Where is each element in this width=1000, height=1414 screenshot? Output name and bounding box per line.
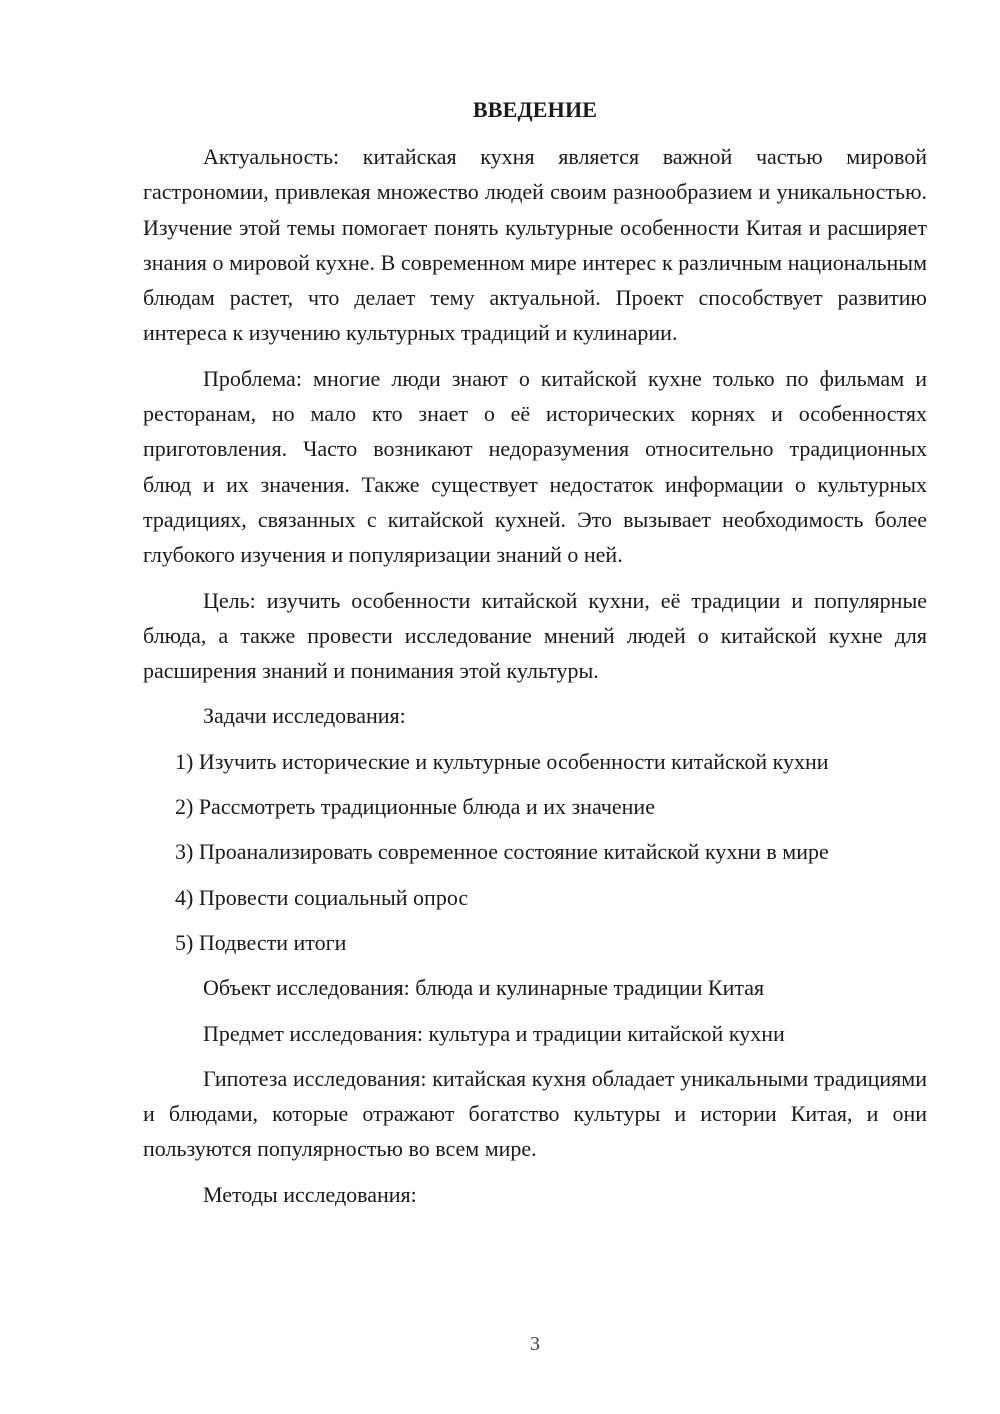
tasks-heading: Задачи исследования:	[203, 703, 406, 729]
task-item: 1) Изучить исторические и культурные особенности китайской кухни	[175, 748, 829, 774]
goal-paragraph: Цель: изучить особенности китайской кухни, её традиции и популярные блюда, а также провести исследование мнений людей о китайской кухне для расширения знаний и понимания этой культуры.	[143, 587, 927, 684]
tasks-list	[143, 744, 927, 960]
task-item: 5) Подвести итоги	[175, 929, 347, 955]
hypothesis-paragraph: Гипотеза исследования: китайская кухня обладает уникальными традициями и блюдами, которые отражают богатство культуры и истории Китая, и они пользуются популярностью во всем мире.	[143, 1065, 927, 1162]
object-paragraph: Объект исследования: блюда и кулинарные традиции Китая	[203, 975, 765, 1001]
subject-paragraph: Предмет исследования: культура и традиции китайской кухни	[203, 1020, 785, 1046]
page-content	[143, 92, 927, 1222]
task-item: 3) Проанализировать современное состояние китайской кухни в мире	[175, 839, 829, 865]
relevance-paragraph: Актуальность: китайская кухня является важной частью мировой гастрономии, привлекая множество людей своим разнообразием и уникальностью. Изучение этой темы помогает понять культурные особенности Китая и расширяет знания о мировой кухне. В современном мире интерес к различным национальным блюдам растет, что делает тему актуальной. Проект способствует развитию интереса к изучению культурных традиций и кулинарии.	[143, 144, 927, 346]
task-item: 4) Провести социальный опрос	[175, 884, 469, 910]
page-number: 3	[530, 1333, 540, 1355]
page-title: ВВЕДЕНИЕ	[472, 97, 598, 122]
problem-paragraph: Проблема: многие люди знают о китайской кухне только по фильмам и ресторанам, но мало кто знает о её исторических корнях и особенностях приготовления. Часто возникают недоразумения относительно традиционных блюд и их значения. Также существует недостаток информации о культурных традициях, связанных с китайской кухней. Это вызывает необходимость более глубокого изучения и популяризации знаний о ней.	[143, 365, 927, 568]
methods-heading: Методы исследования:	[203, 1181, 417, 1207]
task-item: 2) Рассмотреть традиционные блюда и их значение	[175, 794, 655, 820]
